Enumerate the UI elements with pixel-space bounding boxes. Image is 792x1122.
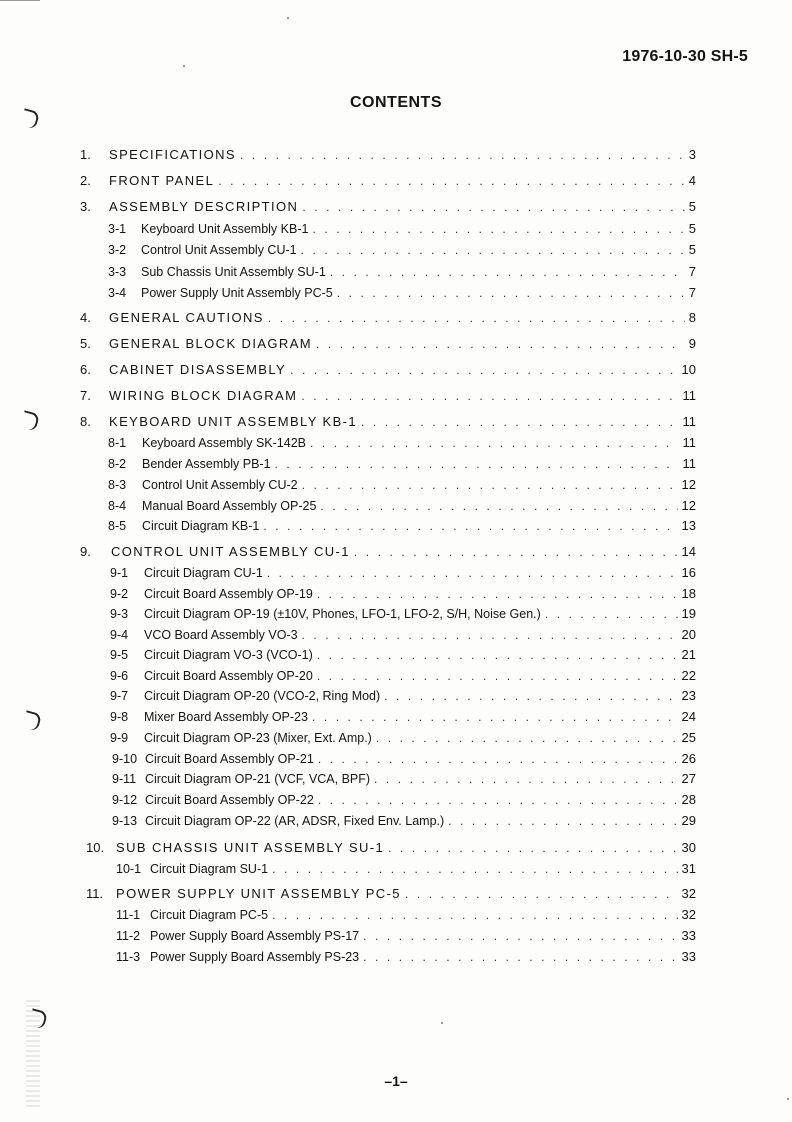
dot-leader <box>263 519 677 533</box>
entry-number: 3-2 <box>108 243 127 257</box>
toc-section-entry <box>86 886 696 901</box>
entry-page-number: 16 <box>681 565 696 580</box>
dot-leader <box>317 669 678 683</box>
entry-number: 11-3 <box>116 950 141 964</box>
entry-page-number: 11 <box>682 435 696 450</box>
page-title: CONTENTS <box>350 94 442 111</box>
entry-page-number: 30 <box>681 840 696 855</box>
entry-title: Circuit Board Assembly OP-22 <box>145 793 314 807</box>
entry-number: 6. <box>80 362 91 377</box>
toc-section-entry <box>80 199 696 214</box>
entry-page-number: 20 <box>681 627 696 642</box>
entry-page-number: 5 <box>688 199 696 214</box>
toc-subsection-entry <box>110 709 696 724</box>
entry-title: Circuit Board Assembly OP-21 <box>145 752 314 766</box>
entry-page-number: 21 <box>681 647 696 662</box>
toc-section-entry <box>80 414 696 429</box>
entry-number: 3-4 <box>108 286 127 300</box>
dot-leader <box>267 566 678 580</box>
dot-leader <box>312 710 678 724</box>
entry-title: CABINET DISASSEMBLY <box>109 362 287 377</box>
dot-leader <box>272 862 677 876</box>
entry-page-number: 12 <box>681 498 696 513</box>
dot-leader <box>240 148 685 162</box>
entry-page-number: 8 <box>688 310 696 325</box>
entry-page-number: 9 <box>688 336 696 351</box>
toc-section-entry <box>80 544 696 559</box>
entry-number: 9-6 <box>110 669 129 683</box>
toc-subsection-entry <box>108 221 696 236</box>
entry-page-number: 31 <box>681 861 696 876</box>
entry-page-number: 19 <box>681 606 696 621</box>
entry-number: 11. <box>86 886 104 901</box>
toc-subsection-entry <box>108 435 696 450</box>
dot-leader <box>218 174 685 188</box>
toc-subsection-entry <box>110 647 696 662</box>
dot-leader <box>310 436 679 450</box>
entry-number: 10. <box>86 840 105 855</box>
toc-section-entry <box>80 336 696 351</box>
dot-leader <box>302 200 684 214</box>
entry-number: 8-1 <box>108 436 127 450</box>
dot-leader <box>301 243 685 257</box>
dot-leader <box>272 908 677 922</box>
entry-title: Circuit Diagram OP-21 (VCF, VCA, BPF) <box>145 772 371 786</box>
entry-page-number: 7 <box>688 285 696 300</box>
entry-number: 9-2 <box>110 587 129 601</box>
toc-subsection-entry <box>108 456 696 471</box>
entry-number: 8-2 <box>108 457 127 471</box>
entry-title: Sub Chassis Unit Assembly SU-1 <box>141 265 326 279</box>
entry-page-number: 32 <box>681 886 696 901</box>
entry-page-number: 18 <box>681 586 696 601</box>
entry-title: POWER SUPPLY UNIT ASSEMBLY PC-5 <box>116 886 401 901</box>
entry-title: Circuit Board Assembly OP-19 <box>144 587 313 601</box>
toc-subsection-entry <box>108 285 696 300</box>
toc-subsection-entry <box>116 907 696 922</box>
entry-title: Control Unit Assembly CU-2 <box>142 478 298 492</box>
entry-page-number: 22 <box>681 668 696 683</box>
entry-title: ASSEMBLY DESCRIPTION <box>109 199 299 214</box>
toc-subsection-entry <box>116 928 696 943</box>
entry-number: 3-1 <box>108 222 127 236</box>
entry-number: 8-4 <box>108 499 127 513</box>
dot-leader <box>374 772 677 786</box>
entry-page-number: 3 <box>688 147 696 162</box>
entry-number: 8-3 <box>108 478 127 492</box>
entry-page-number: 11 <box>682 414 696 429</box>
dot-leader <box>318 752 678 766</box>
entry-page-number: 5 <box>688 221 696 236</box>
entry-page-number: 28 <box>681 792 696 807</box>
entry-number: 11-1 <box>116 908 141 922</box>
entry-title: Power Supply Board Assembly PS-17 <box>150 929 360 943</box>
entry-title: GENERAL CAUTIONS <box>109 310 264 325</box>
entry-number: 1. <box>80 147 91 162</box>
page-number: –1– <box>384 1073 408 1089</box>
entry-title: KEYBOARD UNIT ASSEMBLY KB-1 <box>109 414 358 429</box>
toc-subsection-entry <box>108 264 696 279</box>
toc-subsection-entry <box>112 813 696 828</box>
entry-title: WIRING BLOCK DIAGRAM <box>109 388 298 403</box>
entry-title: Circuit Diagram OP-20 (VCO-2, Ring Mod) <box>144 689 381 703</box>
entry-title: Circuit Diagram KB-1 <box>142 519 260 533</box>
dot-leader <box>316 337 685 351</box>
entry-title: Control Unit Assembly CU-1 <box>141 243 297 257</box>
entry-number: 10-1 <box>116 862 142 876</box>
entry-number: 9. <box>80 544 91 559</box>
toc-subsection-entry <box>112 792 696 807</box>
entry-number: 9-4 <box>110 628 129 642</box>
toc-subsection-entry <box>110 606 696 621</box>
toc-subsection-entry <box>112 751 696 766</box>
entry-number: 3-3 <box>108 265 127 279</box>
entry-page-number: 10 <box>681 362 696 377</box>
entry-number: 9-9 <box>110 731 129 745</box>
entry-page-number: 32 <box>681 907 696 922</box>
entry-page-number: 33 <box>681 928 696 943</box>
entry-number: 9-7 <box>110 689 129 703</box>
entry-page-number: 4 <box>688 173 696 188</box>
dot-leader <box>363 929 677 943</box>
dot-leader <box>545 607 678 621</box>
entry-number: 8-5 <box>108 519 127 533</box>
entry-page-number: 33 <box>681 949 696 964</box>
dot-leader <box>405 887 678 901</box>
entry-title: Circuit Diagram OP-22 (AR, ADSR, Fixed Env. Lamp.) <box>145 814 445 828</box>
entry-page-number: 11 <box>682 388 696 403</box>
entry-title: Bender Assembly PB-1 <box>142 457 271 471</box>
dot-leader <box>301 389 678 403</box>
entry-number: 8. <box>80 414 91 429</box>
entry-number: 2. <box>80 173 91 188</box>
toc-subsection-entry <box>116 861 696 876</box>
entry-number: 3. <box>80 199 91 214</box>
dot-leader <box>275 457 679 471</box>
entry-number: 9-3 <box>110 607 129 621</box>
toc-subsection-entry <box>108 518 696 533</box>
entry-page-number: 25 <box>681 730 696 745</box>
entry-title: VCO Board Assembly VO-3 <box>144 628 298 642</box>
entry-title: Mixer Board Assembly OP-23 <box>144 710 308 724</box>
toc-subsection-entry <box>110 668 696 683</box>
entry-title: Circuit Diagram PC-5 <box>150 908 269 922</box>
entry-title: Circuit Board Assembly OP-20 <box>144 669 313 683</box>
entry-number: 7. <box>80 388 91 403</box>
toc-subsection-entry <box>110 627 696 642</box>
toc-section-entry <box>80 310 696 325</box>
toc-subsection-entry <box>112 771 696 786</box>
entry-title: Circuit Diagram CU-1 <box>144 566 263 580</box>
entry-title: Circuit Diagram OP-19 (±10V, Phones, LFO-1, LFO-2, S/H, Noise Gen.) <box>144 607 541 621</box>
toc-section-entry <box>80 388 696 403</box>
dot-leader <box>317 648 678 662</box>
dot-leader <box>317 587 678 601</box>
toc-subsection-entry <box>110 688 696 703</box>
entry-title: Power Supply Board Assembly PS-23 <box>150 950 360 964</box>
toc-subsection-entry <box>116 949 696 964</box>
toc-subsection-entry <box>108 477 696 492</box>
toc-subsection-entry <box>110 586 696 601</box>
entry-number: 9-8 <box>110 710 129 724</box>
toc-subsection-entry <box>108 242 696 257</box>
entry-title: Manual Board Assembly OP-25 <box>142 499 317 513</box>
toc-section-entry <box>86 840 696 855</box>
dot-leader <box>302 478 678 492</box>
entry-page-number: 11 <box>682 456 696 471</box>
entry-title: Keyboard Assembly SK-142B <box>142 436 306 450</box>
dot-leader <box>320 499 677 513</box>
dot-leader <box>268 311 685 325</box>
entry-page-number: 13 <box>681 518 696 533</box>
dot-leader <box>384 689 677 703</box>
entry-number: 5. <box>80 336 91 351</box>
entry-title: Circuit Diagram OP-23 (Mixer, Ext. Amp.) <box>144 731 372 745</box>
entry-title: Keyboard Unit Assembly KB-1 <box>141 222 309 236</box>
dot-leader <box>363 950 677 964</box>
dot-leader <box>448 814 677 828</box>
toc-subsection-entry <box>110 730 696 745</box>
dot-leader <box>312 222 684 236</box>
entry-number: 9-11 <box>112 772 137 786</box>
entry-page-number: 26 <box>681 751 696 766</box>
entry-title: Circuit Diagram SU-1 <box>150 862 269 876</box>
entry-page-number: 24 <box>681 709 696 724</box>
entry-title: FRONT PANEL <box>109 173 215 188</box>
entry-number: 11-2 <box>116 929 141 943</box>
dot-leader <box>388 841 677 855</box>
document-id: 1976-10-30 SH-5 <box>622 48 748 65</box>
entry-page-number: 7 <box>688 264 696 279</box>
entry-number: 9-13 <box>112 814 138 828</box>
toc-section-entry <box>80 147 696 162</box>
entry-title: Power Supply Unit Assembly PC-5 <box>141 286 333 300</box>
entry-page-number: 23 <box>681 688 696 703</box>
entry-title: SPECIFICATIONS <box>109 147 236 162</box>
toc-section-entry <box>80 362 696 377</box>
entry-number: 9-12 <box>112 793 138 807</box>
dot-leader <box>376 731 678 745</box>
toc-section-entry <box>80 173 696 188</box>
entry-page-number: 12 <box>681 477 696 492</box>
entry-title: GENERAL BLOCK DIAGRAM <box>109 336 313 351</box>
entry-number: 9-10 <box>112 752 138 766</box>
entry-page-number: 14 <box>681 544 696 559</box>
entry-page-number: 29 <box>681 813 696 828</box>
dot-leader <box>337 286 685 300</box>
entry-number: 9-5 <box>110 648 129 662</box>
entry-title: SUB CHASSIS UNIT ASSEMBLY SU-1 <box>116 840 385 855</box>
entry-page-number: 27 <box>681 771 696 786</box>
dot-leader <box>318 793 678 807</box>
dot-leader <box>302 628 678 642</box>
entry-page-number: 5 <box>688 242 696 257</box>
dot-leader <box>354 545 678 559</box>
entry-number: 4. <box>80 310 91 325</box>
dot-leader <box>290 363 677 377</box>
dot-leader <box>361 415 678 429</box>
entry-title: CONTROL UNIT ASSEMBLY CU-1 <box>111 544 350 559</box>
dot-leader <box>330 265 685 279</box>
toc-subsection-entry <box>108 498 696 513</box>
toc-subsection-entry <box>110 565 696 580</box>
entry-title: Circuit Diagram VO-3 (VCO-1) <box>144 648 313 662</box>
entry-number: 9-1 <box>110 566 129 580</box>
